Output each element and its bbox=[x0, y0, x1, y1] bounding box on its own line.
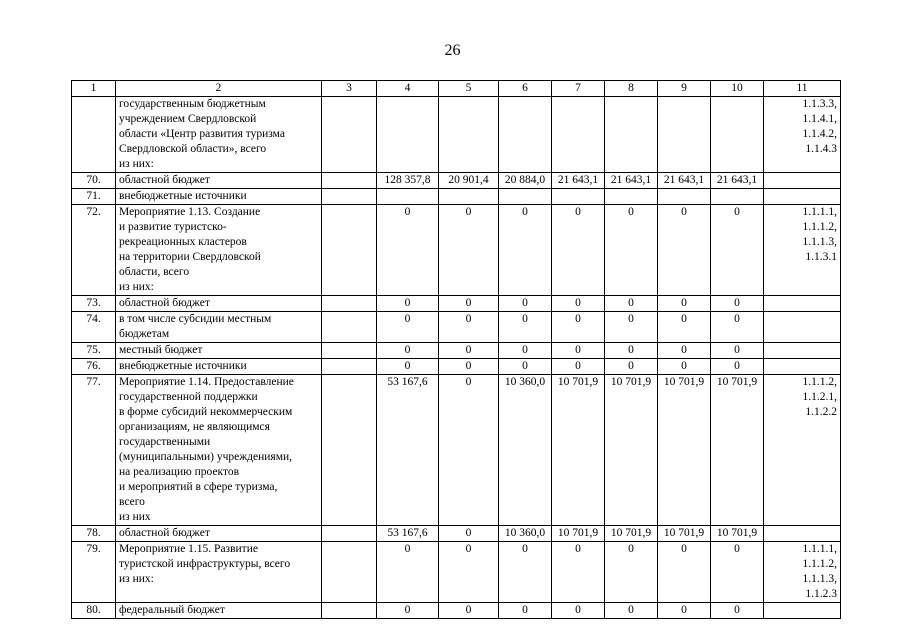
cell-col5: 0 bbox=[439, 603, 499, 619]
cell-col4 bbox=[377, 189, 439, 205]
cell-col3 bbox=[322, 205, 377, 296]
row-name: Мероприятие 1.14. Предоставление государственной поддержки в форме субсидий некоммерческим организациям, не являющимся государственными (муниципальными) учреждениями, на реализацию проектов и мероприятий в сфере туризма, всего из них bbox=[116, 375, 322, 526]
cell-col8: 0 bbox=[605, 205, 658, 296]
cell-col3 bbox=[322, 526, 377, 542]
column-number: 7 bbox=[552, 81, 605, 97]
cell-col7: 0 bbox=[552, 542, 605, 603]
cell-col8: 0 bbox=[605, 603, 658, 619]
cell-col6: 0 bbox=[499, 312, 552, 343]
cell-col8: 21 643,1 bbox=[605, 173, 658, 189]
cell-col7 bbox=[552, 189, 605, 205]
cell-col5: 0 bbox=[439, 296, 499, 312]
cell-col9: 0 bbox=[658, 205, 711, 296]
cell-col8: 0 bbox=[605, 359, 658, 375]
table-row bbox=[72, 343, 841, 359]
row-number: 75. bbox=[72, 343, 116, 359]
cell-col7: 0 bbox=[552, 359, 605, 375]
cell-col9: 0 bbox=[658, 296, 711, 312]
cell-col4: 0 bbox=[377, 542, 439, 603]
cell-col6 bbox=[499, 97, 552, 173]
cell-col9: 0 bbox=[658, 542, 711, 603]
cell-col9 bbox=[658, 97, 711, 173]
cell-col9: 0 bbox=[658, 359, 711, 375]
row-number: 79. bbox=[72, 542, 116, 603]
cell-col8: 0 bbox=[605, 312, 658, 343]
row-name: областной бюджет bbox=[116, 296, 322, 312]
row-number: 74. bbox=[72, 312, 116, 343]
budget-table bbox=[71, 80, 841, 619]
cell-col7: 0 bbox=[552, 296, 605, 312]
cell-col10: 0 bbox=[711, 312, 764, 343]
cell-col4: 53 167,6 bbox=[377, 375, 439, 526]
cell-col10: 10 701,9 bbox=[711, 526, 764, 542]
target-codes bbox=[764, 296, 841, 312]
row-name: внебюджетные источники bbox=[116, 189, 322, 205]
cell-col9: 0 bbox=[658, 343, 711, 359]
row-number: 70. bbox=[72, 173, 116, 189]
cell-col9: 0 bbox=[658, 312, 711, 343]
cell-col7: 0 bbox=[552, 312, 605, 343]
cell-col7 bbox=[552, 97, 605, 173]
cell-col3 bbox=[322, 312, 377, 343]
target-codes bbox=[764, 603, 841, 619]
cell-col4: 53 167,6 bbox=[377, 526, 439, 542]
target-codes: 1.1.1.2, 1.1.2.1, 1.1.2.2 bbox=[764, 375, 841, 526]
column-number-row bbox=[72, 81, 841, 97]
cell-col9: 21 643,1 bbox=[658, 173, 711, 189]
cell-col4 bbox=[377, 97, 439, 173]
table-row bbox=[72, 375, 841, 526]
cell-col3 bbox=[322, 542, 377, 603]
cell-col10: 0 bbox=[711, 359, 764, 375]
cell-col10: 0 bbox=[711, 603, 764, 619]
cell-col7: 0 bbox=[552, 343, 605, 359]
cell-col8: 10 701,9 bbox=[605, 526, 658, 542]
row-name: областной бюджет bbox=[116, 173, 322, 189]
table-row bbox=[72, 603, 841, 619]
table-row bbox=[72, 359, 841, 375]
table-row bbox=[72, 296, 841, 312]
cell-col4: 0 bbox=[377, 296, 439, 312]
cell-col4: 0 bbox=[377, 603, 439, 619]
column-number: 6 bbox=[499, 81, 552, 97]
cell-col4: 0 bbox=[377, 343, 439, 359]
cell-col5 bbox=[439, 189, 499, 205]
target-codes bbox=[764, 359, 841, 375]
cell-col10: 0 bbox=[711, 343, 764, 359]
cell-col3 bbox=[322, 359, 377, 375]
row-name: Мероприятие 1.13. Создание и развитие туристско- рекреационных кластеров на территории Свердловской области, всего из них: bbox=[116, 205, 322, 296]
cell-col6: 0 bbox=[499, 343, 552, 359]
cell-col3 bbox=[322, 97, 377, 173]
column-number: 1 bbox=[72, 81, 116, 97]
cell-col6: 10 360,0 bbox=[499, 375, 552, 526]
row-name: внебюджетные источники bbox=[116, 359, 322, 375]
cell-col5: 0 bbox=[439, 343, 499, 359]
cell-col8: 0 bbox=[605, 542, 658, 603]
target-codes bbox=[764, 312, 841, 343]
column-number: 4 bbox=[377, 81, 439, 97]
row-number: 71. bbox=[72, 189, 116, 205]
cell-col10: 0 bbox=[711, 205, 764, 296]
cell-col6: 0 bbox=[499, 205, 552, 296]
cell-col5: 0 bbox=[439, 375, 499, 526]
column-number: 8 bbox=[605, 81, 658, 97]
row-name: местный бюджет bbox=[116, 343, 322, 359]
cell-col10: 0 bbox=[711, 296, 764, 312]
table-row bbox=[72, 526, 841, 542]
cell-col5: 0 bbox=[439, 205, 499, 296]
column-number: 2 bbox=[116, 81, 322, 97]
cell-col8: 0 bbox=[605, 343, 658, 359]
cell-col9: 10 701,9 bbox=[658, 375, 711, 526]
target-codes bbox=[764, 343, 841, 359]
cell-col8: 0 bbox=[605, 296, 658, 312]
target-codes: 1.1.3.3, 1.1.4.1, 1.1.4.2, 1.1.4.3 bbox=[764, 97, 841, 173]
row-number bbox=[72, 97, 116, 173]
cell-col5: 0 bbox=[439, 359, 499, 375]
column-number: 3 bbox=[322, 81, 377, 97]
table-row bbox=[72, 173, 841, 189]
cell-col6 bbox=[499, 189, 552, 205]
cell-col6: 0 bbox=[499, 603, 552, 619]
cell-col5 bbox=[439, 97, 499, 173]
cell-col8 bbox=[605, 189, 658, 205]
cell-col6: 20 884,0 bbox=[499, 173, 552, 189]
cell-col3 bbox=[322, 173, 377, 189]
cell-col4: 0 bbox=[377, 359, 439, 375]
cell-col7: 0 bbox=[552, 603, 605, 619]
cell-col4: 128 357,8 bbox=[377, 173, 439, 189]
row-number: 78. bbox=[72, 526, 116, 542]
cell-col9: 0 bbox=[658, 603, 711, 619]
cell-col3 bbox=[322, 343, 377, 359]
cell-col10: 10 701,9 bbox=[711, 375, 764, 526]
cell-col3 bbox=[322, 189, 377, 205]
cell-col6: 10 360,0 bbox=[499, 526, 552, 542]
target-codes bbox=[764, 189, 841, 205]
row-name: федеральный бюджет bbox=[116, 603, 322, 619]
row-number: 72. bbox=[72, 205, 116, 296]
cell-col3 bbox=[322, 296, 377, 312]
cell-col6: 0 bbox=[499, 542, 552, 603]
row-name: Мероприятие 1.15. Развитие туристской инфраструктуры, всего из них: bbox=[116, 542, 322, 603]
column-number: 9 bbox=[658, 81, 711, 97]
cell-col8 bbox=[605, 97, 658, 173]
table-row bbox=[72, 542, 841, 603]
cell-col7: 21 643,1 bbox=[552, 173, 605, 189]
row-name: государственным бюджетным учреждением Свердловской области «Центр развития туризма Свердловской области», всего из них: bbox=[116, 97, 322, 173]
row-number: 77. bbox=[72, 375, 116, 526]
table-row bbox=[72, 189, 841, 205]
cell-col9: 10 701,9 bbox=[658, 526, 711, 542]
cell-col5: 0 bbox=[439, 312, 499, 343]
cell-col6: 0 bbox=[499, 296, 552, 312]
target-codes bbox=[764, 526, 841, 542]
cell-col8: 10 701,9 bbox=[605, 375, 658, 526]
cell-col7: 10 701,9 bbox=[552, 526, 605, 542]
target-codes: 1.1.1.1, 1.1.1.2, 1.1.1.3, 1.1.2.3 bbox=[764, 542, 841, 603]
column-number: 5 bbox=[439, 81, 499, 97]
cell-col3 bbox=[322, 603, 377, 619]
cell-col5: 0 bbox=[439, 526, 499, 542]
row-name: областной бюджет bbox=[116, 526, 322, 542]
cell-col9 bbox=[658, 189, 711, 205]
table-row bbox=[72, 97, 841, 173]
cell-col4: 0 bbox=[377, 312, 439, 343]
cell-col3 bbox=[322, 375, 377, 526]
cell-col7: 0 bbox=[552, 205, 605, 296]
row-number: 80. bbox=[72, 603, 116, 619]
table-row bbox=[72, 205, 841, 296]
cell-col7: 10 701,9 bbox=[552, 375, 605, 526]
column-number: 11 bbox=[764, 81, 841, 97]
cell-col10: 0 bbox=[711, 542, 764, 603]
cell-col10 bbox=[711, 97, 764, 173]
cell-col4: 0 bbox=[377, 205, 439, 296]
cell-col10: 21 643,1 bbox=[711, 173, 764, 189]
cell-col5: 0 bbox=[439, 542, 499, 603]
cell-col6: 0 bbox=[499, 359, 552, 375]
cell-col10 bbox=[711, 189, 764, 205]
cell-col5: 20 901,4 bbox=[439, 173, 499, 189]
column-number: 10 bbox=[711, 81, 764, 97]
row-number: 76. bbox=[72, 359, 116, 375]
row-number: 73. bbox=[72, 296, 116, 312]
target-codes: 1.1.1.1, 1.1.1.2, 1.1.1.3, 1.1.3.1 bbox=[764, 205, 841, 296]
page-number: 26 bbox=[444, 42, 461, 59]
table-row bbox=[72, 312, 841, 343]
row-name: в том числе субсидии местным бюджетам bbox=[116, 312, 322, 343]
target-codes bbox=[764, 173, 841, 189]
